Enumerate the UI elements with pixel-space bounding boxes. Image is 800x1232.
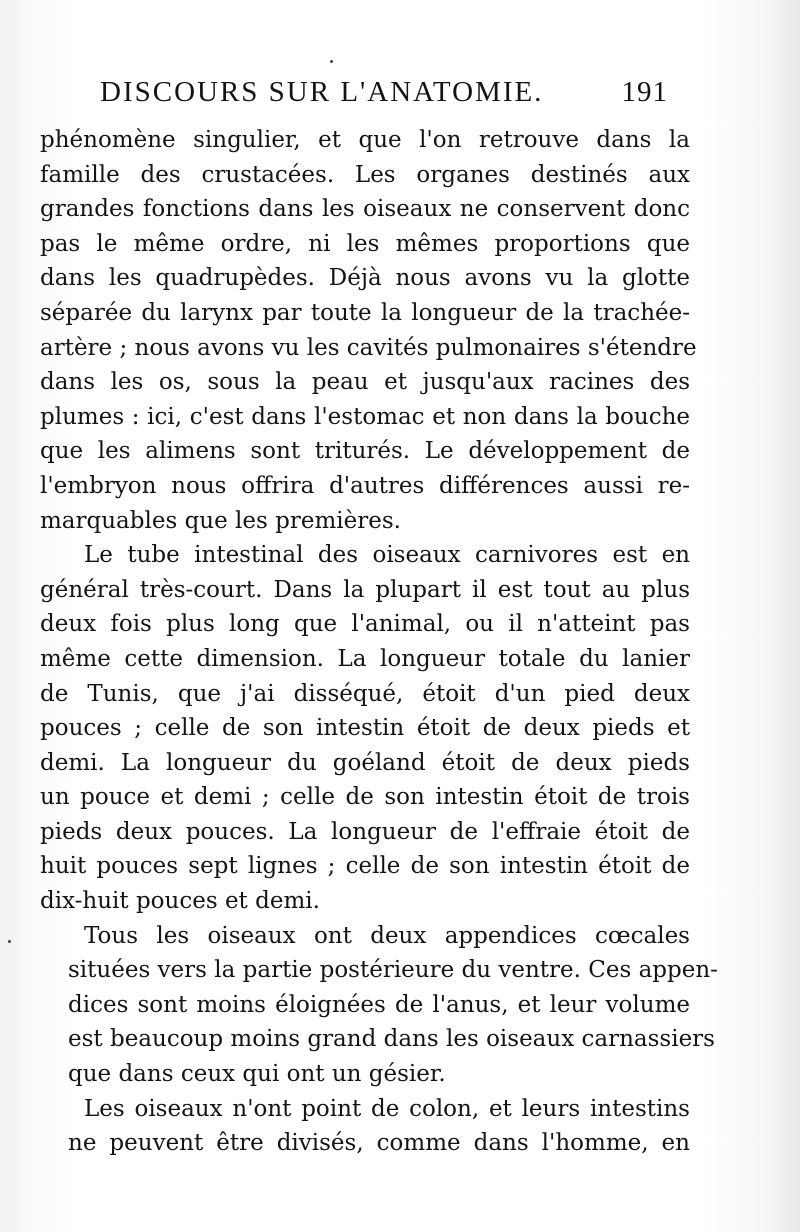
text-line: pas le même ordre, ni les mêmes proportions que xyxy=(40,230,690,257)
text-line: artère ; nous avons vu les cavités pulmonaires s'étendre xyxy=(40,334,697,361)
text-line: dans les os, sous la peau et jusqu'aux racines des xyxy=(40,369,690,396)
text-line: huit pouces sept lignes ; celle de son intestin étoit de xyxy=(40,853,690,880)
paragraph-first-line: Le tube intestinal des oiseaux carnivores est en xyxy=(84,542,690,569)
text-line: demi. La longueur du goéland étoit de deux pieds xyxy=(40,749,690,776)
text-line: que dans ceux qui ont un gésier. xyxy=(68,1061,446,1088)
text-line: même cette dimension. La longueur totale du lanier xyxy=(40,645,690,672)
text-line: phénomène singulier, et que l'on retrouve dans la xyxy=(40,127,690,153)
text-line: séparée du larynx par toute la longueur de la trachée- xyxy=(40,299,690,326)
ink-speck xyxy=(8,940,11,943)
text-line: un pouce et demi ; celle de son intestin étoit de trois xyxy=(40,784,690,811)
text-line: général très-court. Dans la plupart il est tout au plus xyxy=(40,576,690,603)
text-line: ne peuvent être divisés, comme dans l'homme, en xyxy=(68,1130,690,1157)
text-line: de Tunis, que j'ai disséqué, étoit d'un pied deux xyxy=(40,680,690,707)
text-line: dix-huit pouces et demi. xyxy=(40,888,320,915)
text-line: plumes : ici, c'est dans l'estomac et non dans la bouche xyxy=(40,403,690,430)
text-line: pieds deux pouces. La longueur de l'effraie étoit de xyxy=(40,818,690,845)
body-text xyxy=(40,123,718,1161)
page-header xyxy=(100,76,680,120)
running-title: DISCOURS SUR L'ANATOMIE. xyxy=(100,76,544,108)
page-number: 191 xyxy=(621,76,668,108)
text-line: que les alimens sont triturés. Le développement de xyxy=(40,438,690,465)
paragraph-first-line: Les oiseaux n'ont point de colon, et leurs intestins xyxy=(84,1095,690,1122)
text-line: est beaucoup moins grand dans les oiseaux carnassiers xyxy=(68,1026,715,1053)
text-line: deux fois plus long que l'animal, ou il n'atteint pas xyxy=(40,611,690,638)
text-line: situées vers la partie postérieure du ventre. Ces appen- xyxy=(68,957,718,984)
text-line: marquables que les premières. xyxy=(40,507,401,534)
text-line: dices sont moins éloignées de l'anus, et leur volume xyxy=(68,991,690,1018)
text-line: dans les quadrupèdes. Déjà nous avons vu la glotte xyxy=(40,265,690,292)
paragraph-first-line: Tous les oiseaux ont deux appendices cœcales xyxy=(84,922,690,949)
text-line: l'embryon nous offrira d'autres différences aussi re- xyxy=(40,472,690,499)
text-line: pouces ; celle de son intestin étoit de deux pieds et xyxy=(40,715,690,742)
text-line: famille des crustacées. Les organes destinés aux xyxy=(40,161,690,188)
ink-speck xyxy=(330,60,333,63)
text-line: grandes fonctions dans les oiseaux ne conservent donc xyxy=(40,196,690,223)
